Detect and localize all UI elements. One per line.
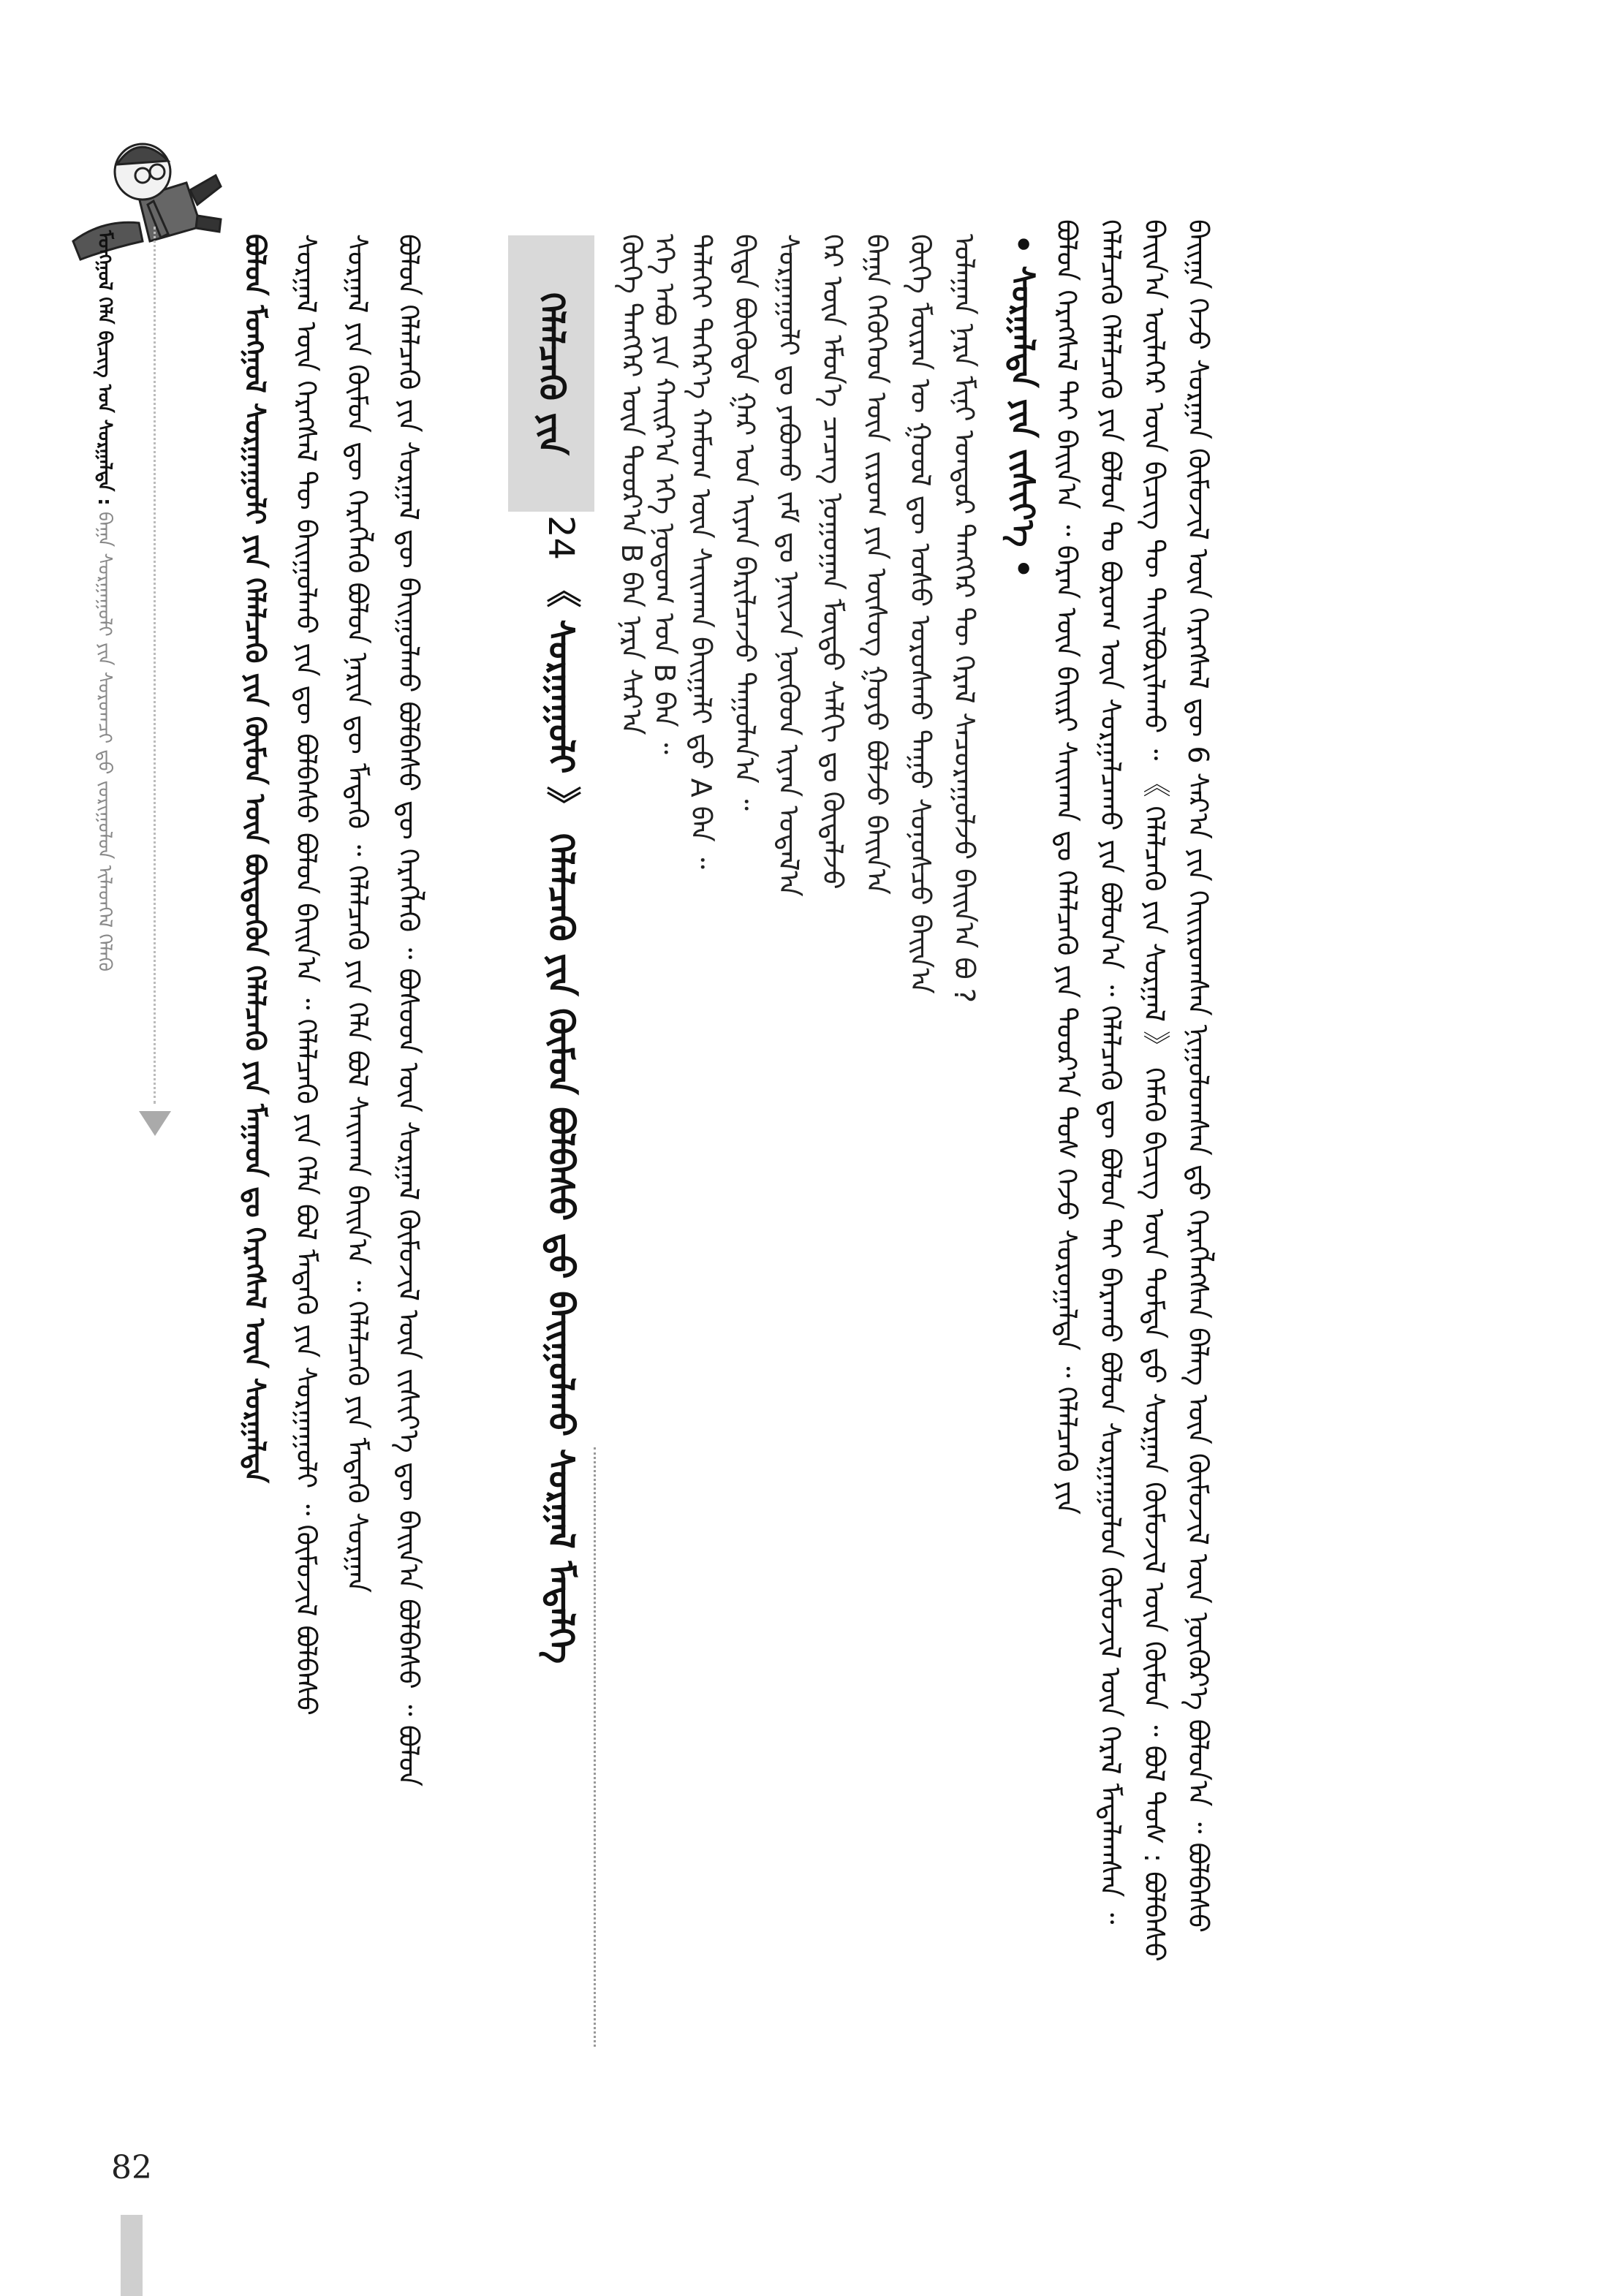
series-title-rest: ᠪᠠᠭᠠ ᠰᠤᠷᠭᠠᠭᠤᠯᠢ ᠶᠢᠨ ᠰᠤᠷᠤᠭᠴᠢ ᠳ᠋ᠤ ᠵᠣᠷᠢᠭᠤᠯᠤᠨ ᠢᠯᠡᠳᠬᠡᠯ ᠬᠡᠯᠡᠬᠦ [94, 511, 116, 971]
bottom-paragraph-line: ᠪᠣᠯᠤᠨ ᠮᠣᠩᠭᠣᠯ ᠰᠤᠷᠭᠠᠭᠤᠯᠢ ᠶᠢᠨ ᠬᠡᠯᠡᠯᠴᠡᠬᠦ ᠶᠢᠨ ᠬᠦᠮᠦᠨ ᠦᠨ ᠪᠦᠳᠦᠭᠦᠨ ᠬᠡᠯᠡᠯᠴᠡᠬᠦ ᠶᠢᠨ ᠮᠠᠭᠠᠳ ᠳᠤ ᠬᠡᠷᠡᠭᠰᠡᠯ ᠦᠨ ᠰᠤᠷᠭᠠᠯᠲᠠ [239, 234, 271, 1483]
title-close-quote: 》 [540, 786, 581, 822]
poem-line: ᠭᠡᠷ ᠦᠨ ᠡᠮᠦᠨ᠎ᠡ ᠴᠡᠴᠡᠭ ᠨᠣᠭᠣᠭᠠᠨ ᠮᠥᠳᠣ ᠰᠠᠯᠬᠢ ᠳᠤ ᠬᠥᠳᠡᠯᠵᠦ [817, 234, 849, 890]
page-number: 82 [111, 2149, 152, 2186]
poem-line: ᠬᠥᠬᠡ ᠮᠥᠷᠡᠨ ᠦ ᠭᠣᠣᠯ ᠳᠦ ᠤᠰᠤ ᠤᠷᠤᠰᠬᠤ ᠳᠠᠭᠤ ᠰᠣᠨᠣᠰᠴᠤ ᠪᠠᠢᠨ᠎ᠠ [904, 234, 937, 994]
bottom-paragraph-line: ᠰᠤᠷᠭᠠᠯ ᠶᠢᠨ ᠬᠦᠮᠦᠨ ᠳᠦ ᠬᠡᠷᠡᠭᠯᠡᠬᠦ ᠪᠤᠯᠤᠨ ᠨᠠᠷᠢᠨ ᠳᠦ ᠮᠡᠳᠡᠬᠦ ᠃ ᠬᠡᠯᠡᠯᠴᠡᠬᠦ ᠶᠢᠨ ᠬᠡᠯᠡ ᠪᠣᠯ ᠰᠠᠢᠬᠠᠨ ᠪᠠᠢᠨ᠎ᠠ ᠃ ᠬᠡᠯᠡᠯᠴᠡᠬᠦ ᠶᠢᠨ ᠮᠡᠳᠡᠬᠦ ᠰᠤᠷᠭᠠᠨ [341, 234, 374, 1593]
bottom-paragraph-line: ᠰᠤᠷᠭᠠᠯ ᠦᠨ ᠬᠡᠷᠡᠭᠰᠡᠯ ᠲᠦ ᠪᠠᠢᠭᠤᠯᠬᠤ ᠶᠢᠨ ᠳᠦ ᠪᠣᠯᠪᠠᠰᠤ ᠪᠣᠯᠤᠨ ᠪᠠᠢᠨ᠎ᠠ ᠃ ᠬᠡᠯᠡᠯᠴᠡᠬᠦ ᠶᠢᠨ ᠬᠡᠯᠡ ᠪᠣᠯ ᠮᠡᠳᠡᠬᠦ ᠶᠢᠨ ᠰᠤᠷᠭᠠᠭᠤᠯᠢ ᠃ ᠬᠦᠮᠦᠵᠢᠯ ᠪᠣᠯᠪᠠᠰᠤ [290, 234, 322, 1716]
poem-line: ᠤᠯᠠᠭᠠᠨ ᠨᠠᠷᠠ ᠮᠢᠨᠢ ᠤᠨᠳᠤᠷ ᠲᠡᠩᠭᠡᠷ ᠲᠦ ᠭᠡᠷᠡᠯ ᠰᠠᠴᠤᠷᠠᠭᠤᠯᠵᠤ ᠪᠠᠢᠨ᠎ᠠ ᠪᠣ ? [948, 234, 980, 1003]
top-paragraph-line: ᠬᠡᠯᠡᠯᠴᠡᠬᠦ ᠬᠡᠯᠡᠯᠴᠡᠬᠦ ᠶᠢᠨ ᠪᠣᠯᠤᠨ ᠲᠤ ᠪᠤᠷᠤᠭ ᠦᠨ ᠰᠤᠷᠭᠠᠯᠴᠠᠬᠤ ᠶᠢᠨ ᠪᠣᠯᠤᠨ᠎ᠠ ᠃ ᠬᠡᠯᠡᠯᠴᠡᠬᠦ ᠳᠦ ᠪᠣᠯᠤᠨ ᠲᠠᠢ ᠪᠠᠷᠠᠬᠤ ᠪᠣᠯᠤᠨ ᠰᠤᠷᠭᠠᠭᠤᠯᠤᠨ ᠬᠦᠮᠦᠵᠢᠯ ᠦᠨ ᠭᠡᠷᠡᠯ ᠮᠠᠲᠠᠯᠠᠭᠰᠠᠨ ᠃ [1094, 219, 1127, 1925]
poem-line: ᠡᠬᠡ ᠠᠪᠤ ᠶᠢᠨ ᠬᠠᠢᠷ᠎ᠠ ᠡᠬᠡ ᠨᠤᠲᠤᠭ ᠤᠨ B ᠪᠠᠨ ᠃ [648, 234, 681, 754]
section-title-box-text: ᠬᠡᠯᠡᠯᠴᠡᠬᠦ ᠶᠢᠨ [531, 292, 572, 455]
poem-line: ᠪᠠᠭᠠ ᠬᠡᠭᠦᠬᠡᠳ ᠦᠨ ᠵᠢᠷᠤᠭ ᠶᠢᠨ ᠦᠰᠦᠭ ᠭᠣᠶᠣ ᠪᠣᠯᠵᠤ ᠪᠠᠢᠨ᠎ᠠ [860, 234, 893, 895]
series-title-bold: ᠮᠣᠩᠭᠣᠯ ᠬᠡᠯᠡ ᠪᠢᠴᠢᠭ ᠤᠨ ᠰᠤᠷᠭᠠᠯᠲᠠ : [94, 230, 116, 506]
top-paragraph-line: ᠪᠠᠢᠭᠠ ᠭᠡᠵᠦ ᠰᠤᠷᠭᠠᠨ ᠬᠥᠮᠦᠵᠢᠯ ᠦᠨ ᠬᠡᠷᠡᠭᠰᠡᠯ ᠳᠦ 6 ᠰᠠᠷ᠎ᠠ ᠶᠢᠨ ᠬᠡᠢᠢᠷᠤᠭᠰᠠᠨ ᠨᠢᠭᠤᠯᠤᠭᠰᠠᠨ ᠳ᠋ᠤ ᠬᠡᠷᠡᠭᠯᠡᠭᠰᠡᠨ ᠪᠡᠯᠡᠭ ᠦᠨ ᠬᠥᠮᠦᠵᠢᠯ ᠦᠨ ᠨᠥᠬᠥᠷ᠎ᠡ ᠪᠣᠯᠤᠨ᠎ᠠ ᠃ ᠪᠣᠯᠪᠠᠰᠤ [1182, 219, 1214, 1933]
section-title [530, 515, 581, 1664]
page-edge-tab [121, 2215, 143, 2296]
bullet-symbol: • [1004, 234, 1041, 255]
bullet-heading [994, 234, 1041, 599]
header-dotted-guide [154, 227, 156, 1104]
header-arrow-icon [139, 1111, 171, 1136]
top-paragraph-line: ᠪᠠᠢᠨ᠎ᠠ ᠦᠯᠡᠭᠡᠷ ᠦᠨ ᠪᠢᠴᠢᠭ ᠲᠦ ᠲᠠᠢᠯᠪᠤᠷᠢᠯᠠᠬᠤ ᠃ 《 ᠬᠡᠯᠡᠯᠴᠡᠬᠦ ᠶᠢᠨ ᠰᠤᠷᠭᠠᠯ 》 ᠬᠡᠮᠡᠬᠦ ᠪᠢᠴᠢᠭ ᠦᠨ ᠳᠤᠮᠳᠠ ᠳ᠋ᠤ ᠰᠤᠷᠭᠠᠨ ᠬᠥᠮᠦᠵᠢᠯ ᠦᠨ ᠬᠦᠮᠦᠨ ᠃ ᠪᠤᠯ ᠲᠣᠰ : ᠪᠣᠯᠪᠠᠰᠤ [1138, 219, 1170, 1962]
title-dotted-rule [594, 1447, 596, 2047]
running-header [88, 230, 132, 1093]
bullet-heading-text: ᠰᠤᠷᠭᠠᠯᠲᠠ ᠶᠢᠨ ᠵᠢᠱᠢᠶ᠎ᠡ [1004, 265, 1041, 548]
section-main-title: ᠰᠤᠷᠭᠠᠭᠤᠯᠢ [540, 619, 581, 774]
bottom-paragraph-line: ᠪᠣᠯᠤᠨ ᠬᠡᠯᠡᠯᠴᠡᠬᠦ ᠶᠢᠨ ᠰᠤᠷᠭᠠᠯ ᠳᠦ ᠪᠠᠢᠭᠤᠯᠬᠤ ᠪᠣᠯᠪᠠᠰᠤ ᠳᠦ ᠬᠡᠷᠡᠭᠯᠡᠬᠦ ᠃ ᠪᠤᠰᠤᠳ ᠦᠨ ᠰᠤᠷᠭᠠᠯ ᠬᠦᠮᠦᠵᠢᠯ ᠦᠨ ᠵᠢᠱᠢᠶ᠎ᠡ ᠳᠦ ᠪᠠᠢᠨ᠎ᠠ ᠪᠣᠯᠪᠠᠰᠤ ᠃ ᠪᠣᠯᠤᠨ [393, 234, 425, 1787]
bullet-symbol: • [1004, 558, 1041, 579]
title-open-quote: 《 [540, 572, 581, 607]
section-title-rest: ᠬᠡᠯᠡᠯᠴᠡᠬᠦ ᠶᠢᠨ ᠬᠦᠮᠦᠨ ᠪᠣᠯᠪᠠᠰᠤ ᠳ᠋ᠤ ᠪᠠᠢᠭᠤᠯᠬᠤ ᠰᠤᠷᠭᠠᠯ ᠮᠡᠳᠡᠯᠭᠡ [540, 833, 581, 1664]
section-title-box [508, 235, 594, 512]
poem-line: ᠰᠤᠷᠭᠠᠭᠤᠯᠢ ᠳᠤ ᠶᠠᠪᠤᠬᠤ ᠵᠠᠮ ᠳᠤ ᠨᠠᠢᠵᠠ ᠨᠥᠬᠥᠳ ᠢᠶᠡᠨ ᠤᠳᠠᠯ᠎ᠠ [773, 234, 805, 897]
boy-mascot-illustration [58, 132, 227, 278]
top-paragraph-line: ᠪᠤᠯᠤᠨ ᠬᠡᠷᠡᠭᠰᠡᠯ ᠲᠠᠢ ᠪᠠᠢᠨ᠎ᠠ ᠃ ᠪᠠᠷᠠᠨ ᠦᠨ ᠪᠠᠢᠷᠢ ᠰᠠᠢᠬᠠᠨ ᠳᠤ ᠬᠡᠯᠡᠯᠴᠡᠬᠦ ᠶᠢᠨ ᠳᠣᠣᠷ᠎ᠠ ᠲᠣᠰ ᠭᠡᠵᠦ ᠰᠤᠷᠤᠭᠠᠯᠲᠠ ᠃ ᠬᠡᠯᠡᠯᠴᠡᠬᠦ ᠶᠢᠨ [1051, 219, 1083, 1515]
section-number: 24 [540, 515, 581, 561]
poem-line: ᠬᠥᠬᠡ ᠲᠡᠩᠭᠡᠷ ᠦᠨ ᠳᠣᠣᠷ᠎ᠠ B ᠪᠠᠨ ᠨᠠᠷᠠ ᠰᠠᠷ᠎ᠠ [616, 234, 648, 735]
poem-line: ᠪᠢᠳᠡ ᠪᠦᠬᠦᠳᠡ ᠭᠠᠷ ᠤᠨ ᠢᠶᠠᠨ ᠪᠠᠷᠢᠯᠴᠠᠵᠤ ᠳᠠᠭᠤᠯᠠᠨ᠎ᠠ ᠃ [729, 234, 761, 811]
poem-line: ᠳᠡᠯᠡᠬᠡᠢ ᠳᠡᠭᠡᠷ᠎ᠡ ᠬᠠᠮᠤᠭ ᠦᠨ ᠰᠠᠢᠬᠠᠨ ᠪᠠᠢᠭᠠᠯᠢ ᠳ᠋ᠤ A ᠪᠠᠨ ᠃ [685, 234, 717, 869]
